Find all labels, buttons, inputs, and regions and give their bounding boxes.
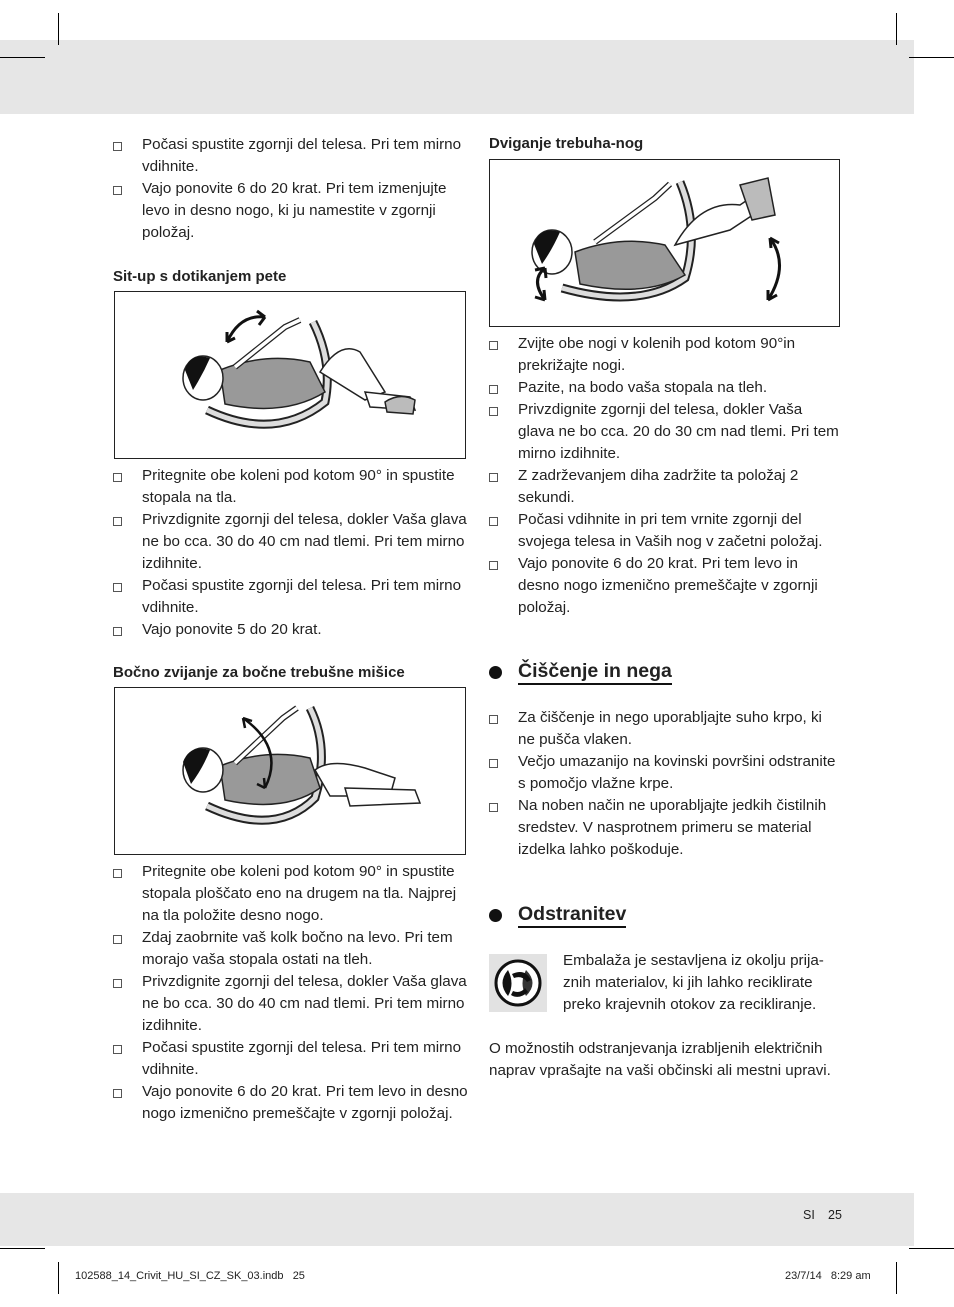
intro-list-block <box>113 134 468 244</box>
disposal-device-text: O možnostih odstranjevanja izrabljenih električnih naprav vprašajte na vaši občinski ali mestni upravi. <box>489 1040 831 1079</box>
twist-list <box>113 861 468 1125</box>
footer-filename: 102588_14_Crivit_HU_SI_CZ_SK_03.indb 25 <box>75 1270 305 1282</box>
intro-list <box>113 134 468 244</box>
page-number: 25 <box>828 1208 842 1222</box>
header-band <box>0 40 914 114</box>
list-item: Vajo ponovite 6 do 20 krat. Pri tem izmenjujte levo in desno nogo, ki ju namestite v zgornji položaj. <box>113 178 468 244</box>
checkbox-bullet-icon <box>489 341 498 350</box>
green-dot-recycling-icon <box>489 954 547 1012</box>
footer-date: 23/7/14 8:29 am <box>785 1270 871 1282</box>
checkbox-bullet-icon <box>113 627 122 636</box>
checkbox-bullet-icon <box>489 561 498 570</box>
checkbox-bullet-icon <box>113 1089 122 1098</box>
checkbox-bullet-icon <box>489 473 498 482</box>
checkbox-bullet-icon <box>489 407 498 416</box>
crop-mark <box>896 13 897 45</box>
list-item: Pazite, na bodo vaša stopala na tleh. <box>489 377 841 399</box>
checkbox-bullet-icon <box>113 869 122 878</box>
crop-mark <box>58 13 59 45</box>
checkbox-bullet-icon <box>113 583 122 592</box>
section-bullet-icon <box>489 666 502 679</box>
crop-mark <box>0 1248 45 1249</box>
list-item: Počasi vdihnite in pri tem vrnite zgornji del svojega telesa in Vaših nog v začetni položaj. <box>489 509 841 553</box>
list-item: Večjo umazanijo na kovinski površini odstranite s pomočjo vlažne krpe. <box>489 751 841 795</box>
list-item: Vajo ponovite 5 do 20 krat. <box>113 619 468 641</box>
list-item: Z zadrževanjem diha zadržite ta položaj 2 sekundi. <box>489 465 841 509</box>
situp-list-block <box>113 465 468 641</box>
checkbox-bullet-icon <box>113 186 122 195</box>
list-item: Pritegnite obe koleni pod kotom 90° in spustite stopala na tla. <box>113 465 468 509</box>
footer-band <box>0 1193 914 1246</box>
checkbox-bullet-icon <box>489 715 498 724</box>
list-item: Privzdignite zgornji del telesa, dokler Vaša glava ne bo cca. 30 do 40 cm nad tlemi. Pri tem mirno izdihnite. <box>113 971 468 1037</box>
list-item: Počasi spustite zgornji del telesa. Pri tem mirno vdihnite. <box>113 575 468 619</box>
checkbox-bullet-icon <box>113 517 122 526</box>
section-bullet-icon <box>489 909 502 922</box>
list-item: Vajo ponovite 6 do 20 krat. Pri tem levo in desno nogo izmenično premeščajte v zgornji položaj. <box>113 1081 468 1125</box>
disposal-section-title: Odstranitev <box>489 903 839 931</box>
leg-raise-heading: Dviganje trebuha-nog <box>489 135 644 152</box>
twist-heading: Bočno zvijanje za bočne trebušne mišice <box>113 664 405 681</box>
checkbox-bullet-icon <box>113 935 122 944</box>
leg-raise-list <box>489 333 841 619</box>
checkbox-bullet-icon <box>489 517 498 526</box>
crop-mark <box>909 57 954 58</box>
checkbox-bullet-icon <box>489 385 498 394</box>
list-item: Zvijte obe nogi v kolenih pod kotom 90°in prekrižajte nogi. <box>489 333 841 377</box>
list-item: Na noben način ne uporabljajte jedkih čistilnih sredstev. V nasprotnem primeru se material izdelka lahko poškoduje. <box>489 795 841 861</box>
twist-list-block <box>113 861 468 1125</box>
footer-language: SI <box>803 1208 815 1222</box>
list-item: Počasi spustite zgornji del telesa. Pri tem mirno vdihnite. <box>113 134 468 178</box>
list-item: Vajo ponovite 6 do 20 krat. Pri tem levo in desno nogo izmenično premeščajte v zgornji položaj. <box>489 553 841 619</box>
checkbox-bullet-icon <box>113 142 122 151</box>
situp-illustration <box>114 291 466 459</box>
situp-list <box>113 465 468 641</box>
checkbox-bullet-icon <box>113 473 122 482</box>
list-item: Zdaj zaobrnite vaš kolk bočno na levo. Pri tem morajo vaša stopala ostati na tleh. <box>113 927 468 971</box>
checkbox-bullet-icon <box>489 759 498 768</box>
cleaning-section-title: Čiščenje in nega <box>489 660 839 688</box>
list-item: Počasi spustite zgornji del telesa. Pri tem mirno vdihnite. <box>113 1037 468 1081</box>
crop-mark <box>0 57 45 58</box>
situp-heading: Sit-up s dotikanjem pete <box>113 268 287 285</box>
checkbox-bullet-icon <box>113 979 122 988</box>
cleaning-list-block <box>489 707 841 861</box>
leg-raise-illustration <box>489 159 840 327</box>
list-item: Za čiščenje in nego uporabljajte suho krpo, ki ne pušča vlaken. <box>489 707 841 751</box>
list-item: Pritegnite obe koleni pod kotom 90° in spustite stopala ploščato eno na drugem na tla. Najprej na tla položite desno nogo. <box>113 861 468 927</box>
list-item: Privzdignite zgornji del telesa, dokler Vaša glava ne bo cca. 20 do 30 cm nad tlemi. Pri tem mirno izdihnite. <box>489 399 841 465</box>
leg-raise-list-block <box>489 333 841 619</box>
checkbox-bullet-icon <box>113 1045 122 1054</box>
crop-mark <box>909 1248 954 1249</box>
crop-mark <box>58 1262 59 1294</box>
crop-mark <box>896 1262 897 1294</box>
side-twist-illustration <box>114 687 466 855</box>
cleaning-list <box>489 707 841 861</box>
checkbox-bullet-icon <box>489 803 498 812</box>
list-item: Privzdignite zgornji del telesa, dokler Vaša glava ne bo cca. 30 do 40 cm nad tlemi. Pri tem mirno izdihnite. <box>113 509 468 575</box>
disposal-packaging-text: Embalaža je sestavljena iz okolju prija-znih materialov, ki jih lahko reciklirate preko krajevnih otokov za recikliranje. <box>563 952 824 1013</box>
